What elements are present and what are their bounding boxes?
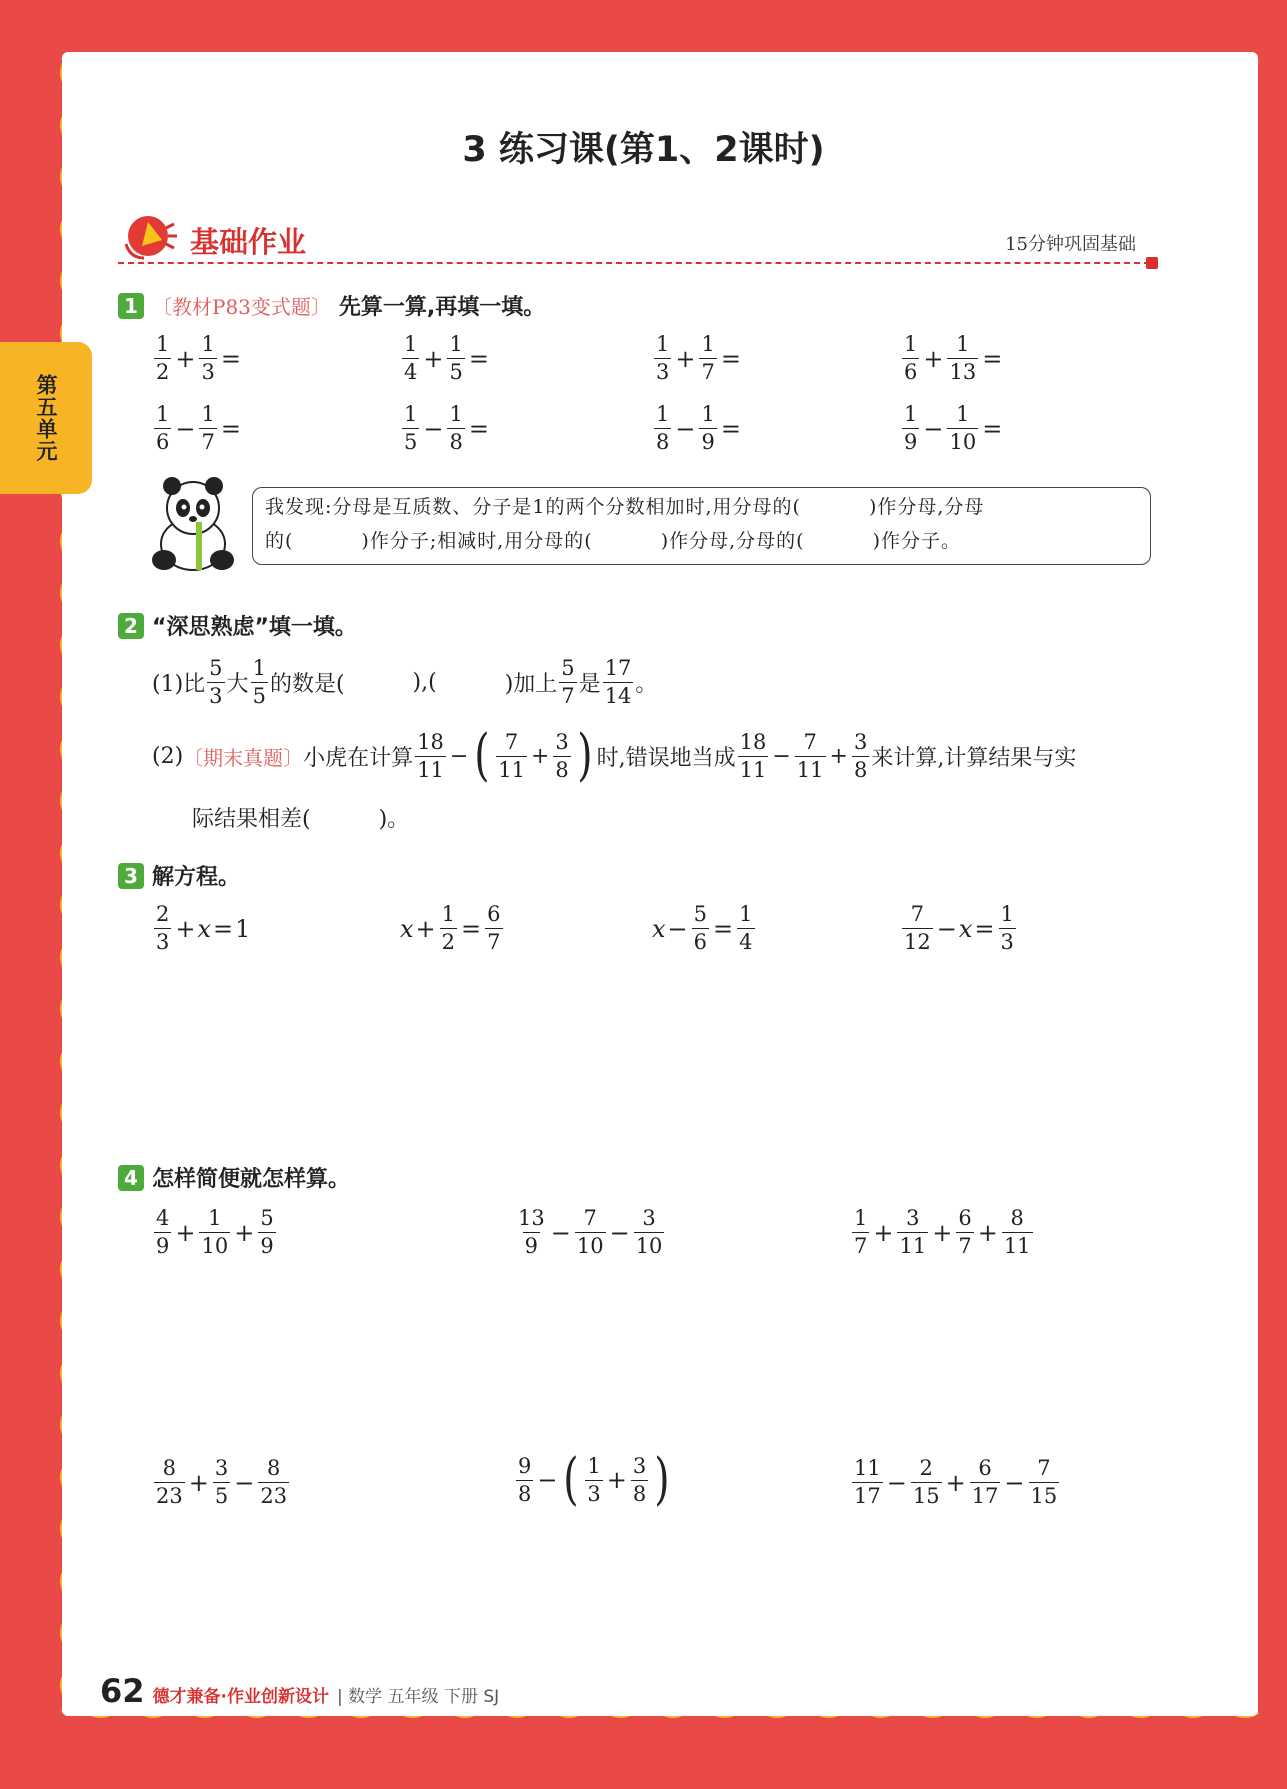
text: 大 (226, 672, 249, 697)
text: 。 (635, 672, 658, 697)
page-number: 62 (100, 1672, 145, 1710)
text: )。 (378, 807, 410, 832)
discovery-text: )作分子。 (872, 530, 961, 552)
divider-end-marker (1146, 257, 1158, 269)
text: 小虎在计算 (303, 745, 414, 771)
math-expression: 1 6 − $\frac{1}{7}$ = (156, 402, 241, 454)
text: )加上 (504, 672, 558, 697)
question-1-header (118, 290, 545, 321)
text: (2) (152, 743, 184, 769)
math-expression: 13 9 − $\frac{7}{10}$ − $\frac{3}{10}$ (518, 1206, 663, 1258)
unit-label: 第五单元 (34, 374, 58, 462)
text: 是 (578, 672, 601, 697)
text: 时,错误地当成 (596, 745, 736, 771)
math-expression: 9 8 − ( 1 3 + $\frac{3}{8}$ ) (518, 1447, 670, 1512)
math-expression: 1 3 + $\frac{1}{7}$ = (656, 332, 741, 384)
question-source: 〔期末真题〕 (183, 745, 304, 770)
question-number-badge: 3 (118, 863, 144, 889)
text: 的数是( (269, 672, 345, 697)
discovery-text: )作分子;相减时,用分母的( (361, 530, 593, 552)
equation: x + $\frac{1}{2}$ = $\frac{6}{7}$ (400, 902, 501, 954)
question-number-badge: 2 (118, 613, 144, 639)
panda-mascot-icon (148, 474, 238, 574)
question-prompt: 先算一算,再填一填。 (338, 295, 546, 320)
question-prompt: 解方程。 (152, 865, 241, 890)
math-expression: 8 23 + $\frac{3}{5}$ − $\frac{8}{23}$ (156, 1456, 288, 1508)
discovery-text: )作分母,分母 (868, 496, 985, 518)
bell-mascot-icon (118, 208, 180, 264)
question-prompt: 怎样简便就怎样算。 (152, 1167, 351, 1192)
question-2-part-2-cont (192, 802, 409, 833)
question-number-badge: 1 (118, 293, 144, 319)
text: (1)比 (152, 672, 206, 697)
math-expression: 1 5 − $\frac{1}{8}$ = (404, 402, 489, 454)
math-expression: 11 17 − $\frac{2}{15}$ + $\frac{6}{17}$ − $\frac{7}{15}$ (854, 1456, 1058, 1508)
math-expression: 1 2 + $\frac{1}{3}$ = (156, 332, 241, 384)
text: 际结果相差( (192, 807, 311, 832)
discovery-text: )作分母,分母的( (660, 530, 805, 552)
question-prompt: “深思熟虑”填一填。 (152, 615, 357, 640)
section-label: 基础作业 (190, 225, 307, 259)
page-title: 3 练习课(第1、2课时) (462, 130, 825, 170)
brand-name: 德才兼备·作业创新设计 (152, 1687, 329, 1707)
math-expression: 1 8 − $\frac{1}{9}$ = (656, 402, 741, 454)
math-expression: 1 9 − $\frac{1}{10}$ = (904, 402, 1003, 454)
discovery-text: 的( (265, 530, 294, 552)
math-expression: 1 7 + $\frac{3}{11}$ + $\frac{6}{7}$ + $\frac{8}{11}$ (854, 1206, 1031, 1258)
section-divider (118, 262, 1150, 264)
discovery-text: 我发现:分母是互质数、分子是1的两个分数相加时,用分母的( (265, 496, 801, 518)
math-expression: 1 4 + $\frac{1}{5}$ = (404, 332, 489, 384)
equation: x − $\frac{5}{6}$ = $\frac{1}{4}$ (652, 902, 753, 954)
text: ),( (412, 670, 437, 695)
question-2-header (118, 610, 357, 641)
discovery-speech-bubble (252, 487, 1151, 565)
unit-side-tab (0, 342, 92, 494)
equation: 7 12 − x = $\frac{1}{3}$ (904, 902, 1014, 954)
section-subtitle: 15分钟巩固基础 (1005, 234, 1136, 255)
question-source: 〔教材P83变式题〕 (152, 295, 331, 319)
question-4-header (118, 1162, 350, 1193)
math-expression: 1 6 + $\frac{1}{13}$ = (904, 332, 1003, 384)
question-2-part-2: (2) 〔期末真题〕 小虎在计算 18 11 − ( 7 11 + $\frac{3}{8}$ ) 时,错误地当成 18 11 − $\frac{7}{11}$ + $\frac{3}{8}$ 来计算,计算结果与实 (152, 723, 1077, 788)
question-3-header (118, 860, 240, 891)
question-number-badge: 4 (118, 1165, 144, 1191)
text: 来计算,计算结果与实 (871, 745, 1077, 771)
math-expression: 4 9 + $\frac{1}{10}$ + $\frac{5}{9}$ (156, 1206, 274, 1258)
section-header (118, 208, 1158, 268)
equation: 2 3 + x = 1 (156, 902, 251, 954)
page-footer (100, 1672, 499, 1710)
book-meta: | 数学 五年级 下册 SJ (337, 1687, 500, 1707)
question-2-part-1: (1)比 5 3 大 1 5 的数是( ),( )加上 5 7 是 17 14 。 (152, 656, 658, 708)
